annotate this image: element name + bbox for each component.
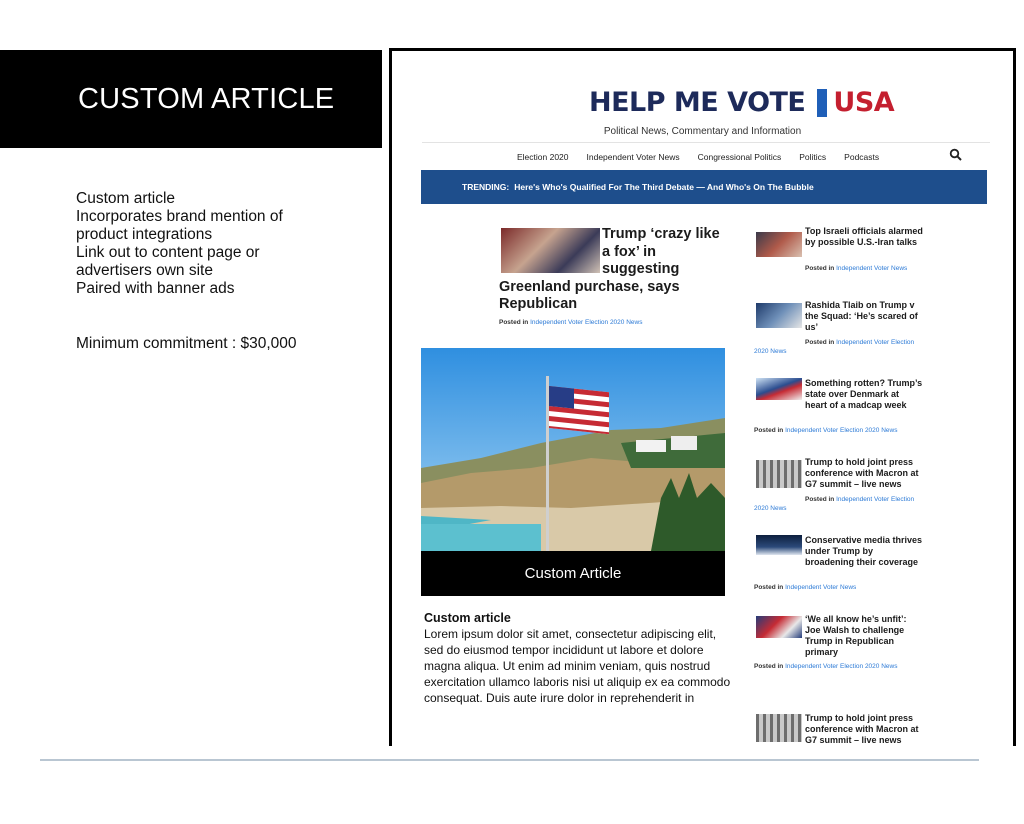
side-story-title[interactable]: Something rotten? Trump’s state over Denmark at heart of a madcap week: [805, 378, 923, 410]
side-story-title[interactable]: Top Israeli officials alarmed by possible U.S.-Iran talks: [805, 226, 923, 247]
category-links[interactable]: Independent Voter Election 2020 News: [785, 663, 898, 670]
slide-title: CUSTOM ARTICLE: [78, 82, 335, 115]
side-story-title[interactable]: ‘We all know he’s unfit’: Joe Walsh to challenge Trump in Republican primary: [805, 614, 907, 657]
side-story[interactable]: [754, 713, 924, 746]
trending-bar[interactable]: [421, 170, 987, 204]
side-story-title[interactable]: Trump to hold joint press conference with Macron at G7 summit – live news: [805, 457, 919, 489]
site-logo[interactable]: [589, 87, 894, 118]
side-story-thumbnail: [756, 378, 802, 400]
category-links[interactable]: Independent Voter News: [836, 265, 908, 272]
custom-article-text: [424, 610, 736, 706]
posted-in-label: Posted in: [499, 319, 529, 326]
side-story[interactable]: [754, 226, 924, 286]
side-story[interactable]: [754, 378, 924, 438]
side-story-thumbnail: [756, 303, 802, 328]
side-story-thumbnail: [756, 460, 802, 488]
side-story-meta: [754, 426, 924, 435]
custom-article-body: Lorem ipsum dolor sit amet, consectetur adipiscing elit, sed do eiusmod tempor incididunt ut labore et dolore magna aliqua. Ut enim ad minim veniam, quis nostrud exercitation ullamco laboris nisi ut aliquip ex ea commodo consequat. Duis aute irure dolor in reprehenderit in: [424, 627, 731, 705]
search-icon[interactable]: [949, 148, 963, 162]
side-story[interactable]: [754, 535, 924, 595]
side-story[interactable]: [754, 300, 924, 360]
logo-text-left: HELP ME VOTE: [589, 87, 806, 118]
side-story-meta: [754, 662, 924, 671]
feature-item: Paired with banner ads: [76, 280, 235, 297]
minimum-commitment: Minimum commitment : $30,000: [76, 335, 297, 352]
side-story-thumbnail: [756, 535, 802, 555]
main-story-headline[interactable]: Trump ‘crazy like a fox’ in suggesting Greenland purchase, says Republican: [499, 226, 720, 312]
side-story-title[interactable]: Rashida Tlaib on Trump v the Squad: ‘He’s scared of us’: [805, 300, 918, 332]
nav-item-congressional-politics[interactable]: Congressional Politics: [697, 152, 782, 162]
trending-label: TRENDING:: [462, 182, 510, 192]
category-links[interactable]: Independent Voter Election 2020 News: [754, 339, 915, 355]
slide-title-block: [0, 50, 382, 148]
side-story-thumbnail: [756, 616, 802, 638]
main-story-headline-block: [499, 226, 724, 314]
nav-item-independent-voter-news[interactable]: Independent Voter News: [586, 152, 680, 162]
main-nav: [517, 152, 879, 162]
posted-in-label: Posted in: [754, 663, 784, 670]
side-story-thumbnail: [756, 232, 802, 257]
side-story-title[interactable]: Conservative media thrives under Trump by broadening their coverage: [805, 535, 923, 567]
side-story-meta: [805, 264, 925, 273]
trending-headline[interactable]: Here's Who's Qualified For The Third Debate — And Who's On The Bubble: [514, 182, 814, 192]
posted-in-label: Posted in: [754, 584, 784, 591]
category-links[interactable]: Independent Voter Election 2020 News: [785, 427, 898, 434]
feature-item: Link out to content page or advertisers own site: [76, 244, 260, 279]
side-story-title[interactable]: Trump to hold joint press conference with Macron at G7 summit – live news: [805, 713, 919, 745]
site-tagline: Political News, Commentary and Information: [603, 126, 802, 137]
posted-in-label: Posted in: [805, 339, 835, 346]
side-story-meta: [754, 583, 924, 592]
side-story-meta: [754, 495, 924, 513]
feature-item: Custom article: [76, 190, 176, 207]
main-story-meta: [499, 319, 642, 326]
side-story[interactable]: [754, 614, 924, 674]
category-links[interactable]: Independent Voter News: [785, 584, 857, 591]
posted-in-label: Posted in: [805, 496, 835, 503]
category-links[interactable]: Independent Voter Election 2020 News: [754, 496, 915, 512]
custom-article-caption: Custom Article: [421, 551, 725, 596]
nav-item-podcasts[interactable]: Podcasts: [844, 152, 880, 162]
logo-text-right: USA: [833, 87, 895, 118]
posted-in-label: Posted in: [754, 427, 784, 434]
category-links[interactable]: Independent Voter Election 2020 News: [530, 319, 643, 326]
side-story-thumbnail: [756, 714, 802, 742]
feature-list: [76, 190, 316, 298]
posted-in-label: Posted in: [805, 265, 835, 272]
side-story-meta: [754, 338, 924, 356]
website-mockup: [389, 48, 1016, 746]
footer-divider: [40, 759, 979, 761]
nav-item-politics[interactable]: Politics: [799, 152, 827, 162]
custom-article-heading: Custom article: [424, 611, 511, 625]
header-divider: [422, 142, 990, 143]
nav-item-election-2020[interactable]: Election 2020: [517, 152, 569, 162]
logo-bar-icon: [817, 89, 827, 117]
coastal-flag-photo: [421, 348, 725, 551]
side-story[interactable]: [754, 457, 924, 517]
feature-item: Incorporates brand mention of product integrations: [76, 208, 283, 243]
